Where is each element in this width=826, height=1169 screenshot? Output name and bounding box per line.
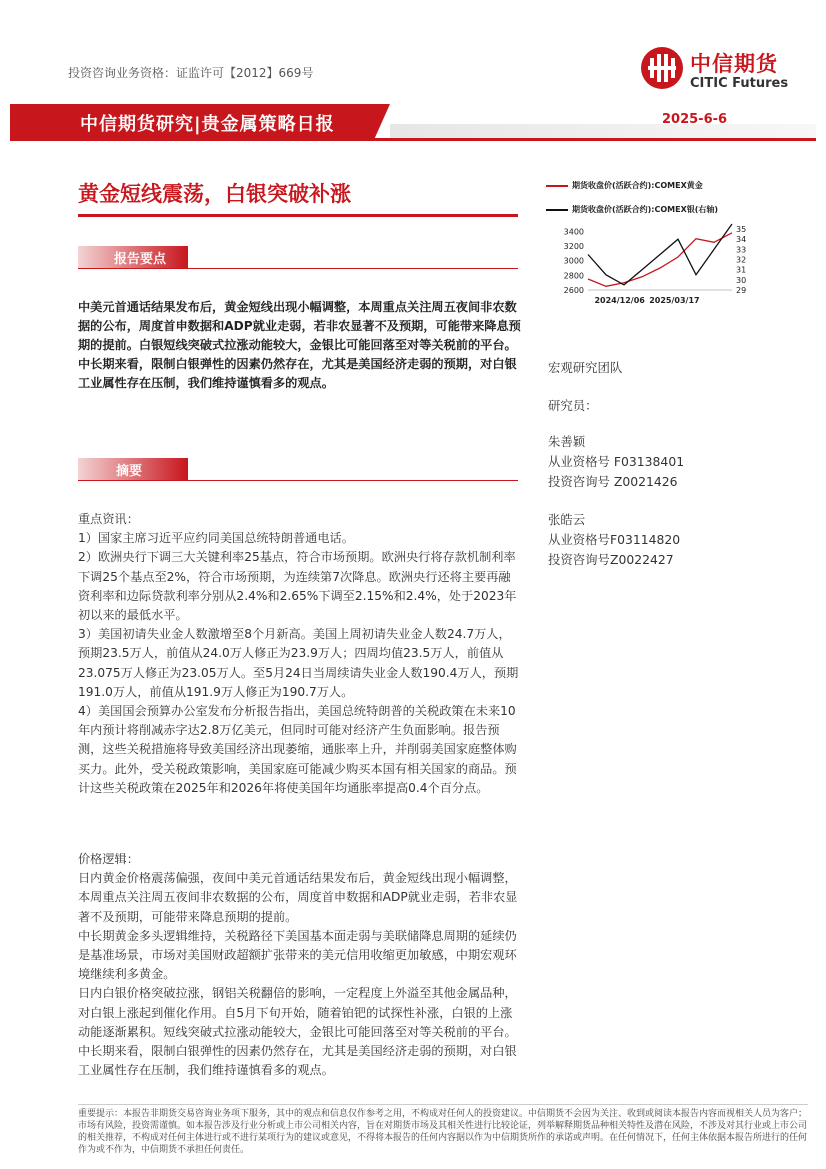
legend-silver-swatch <box>546 209 568 211</box>
keypoints-section-tag <box>78 246 518 270</box>
team-name: 宏观研究团队 <box>548 360 623 375</box>
legend-gold-swatch <box>546 185 568 187</box>
keypoints-text: 中美元首通话结果发布后，黄金短线出现小幅调整，本周重点关注周五夜间非农数据的公布，周度首申数据和ADP就业走弱，若非农显著不及预期，可能带来降息预期的提前。白银短线突破式拉涨动能较大，金银比可能回落至对等关税前的平台。中长期来看，限制白银弹性的因素仍然存在，尤其是美国经济走弱的预期，对白银工业属性存在压制，我们维持谨慎看多的观点。 <box>78 300 521 390</box>
logic-paragraph: 日内黄金价格震荡偏强，夜间中美元首通话结果发布后，黄金短线出现小幅调整，本周重点关注周五夜间非农数据的公布，周度首申数据和ADP就业走弱，若非农显著不及预期，可能带来降息预期的提前。 <box>78 871 518 924</box>
news-item: 3）美国初请失业金人数激增至8个月新高。美国上周初请失业金人数24.7万人，预期23.5万人，前值从24.0万人修正为23.9万人；四周均值23.5万人，前值从23.075万人修正为23.05万人。至5月24日当周续请失业金人数190.4万人，预期191.0万人，前值从191.9万人修正为190.7万人。 <box>78 627 519 699</box>
citic-logo-icon <box>640 46 684 90</box>
logic-paragraph: 中长期黄金多头逻辑维持，关税路径下美国基本面走弱与美联储降息周期的延续仍是基准场景，市场对美国财政超额扩张带来的美元信用收缩更加敏感，中期宏观环境继续利多黄金。 <box>78 928 517 982</box>
researcher-cert: 从业资格号F03114820 <box>548 532 681 547</box>
summary-section-tag <box>78 458 518 482</box>
y-right-tick-label: 32 <box>736 255 747 265</box>
x-tick-label: 2025/03/17 <box>649 296 700 305</box>
y-left-tick-label: 3400 <box>563 227 584 237</box>
news-item: 2）欧洲央行下调三大关键利率25基点，符合市场预期。欧洲央行将存款机制利率下调25个基点至2%，符合市场预期，为连续第7次降息。欧洲央行还将主要再融资利率和边际贷款利率分别从2.4%和2.65%下调至2.15%和2.4%，处于2023年初以来的最低水平。 <box>78 550 517 623</box>
gold-silver-chart <box>546 180 808 312</box>
y-left-tick-label: 3000 <box>563 256 584 266</box>
footer-divider <box>78 1104 808 1105</box>
logic-paragraph: 日内白银价格突破拉涨，钢铝关税翻倍的影响，一定程度上外溢至其他金属品种，对白银上涨起到催化作用。自5月下旬开始，随着铂钯的试探性补涨，白银的上涨动能逐渐累积。短线突破式拉涨动能较大，金银比可能回落至对等关税前的平台。中长期来看，限制白银弹性的因素仍然存在，尤其是美国经济走弱的预期，对白银工业属性存在压制，我们维持谨慎看多的观点。 <box>78 986 517 1078</box>
y-right-tick-label: 33 <box>736 245 747 255</box>
legend-gold-label: 期货收盘价(活跃合约):COMEX黄金 <box>572 181 703 190</box>
page-title: 黄金短线震荡，白银突破补涨 <box>78 182 351 206</box>
news-item: 1）国家主席习近平应约同美国总统特朗普通电话。 <box>78 531 354 546</box>
y-right-tick-label: 34 <box>736 235 747 245</box>
news-block <box>78 510 522 798</box>
chart-plot <box>546 220 808 312</box>
y-left-tick-label: 3200 <box>563 242 584 251</box>
y-right-tick-label: 31 <box>736 265 747 275</box>
banner-title: 中信期货研究|贵金属策略日报 <box>80 114 335 135</box>
news-item: 4）美国国会预算办公室发布分析报告指出，美国总统特朗普的关税政策在未来10年内预计将削减赤字达2.8万亿美元，但同时可能对经济产生负面影响。报告预测，这些关税措施将导致美国经济出现萎缩，通胀率上升，并削弱美国家庭整体购买力。此外，受关税政策影响，美国家庭可能减少购买本国有相关国家的商品。预计这些关税政策在2025年和2026年将使美国年均通胀率提高0.4个百分点。 <box>78 704 517 795</box>
logo-cn-text: 中信期货 <box>690 52 778 76</box>
researcher-cert: 从业资格号 F03138401 <box>548 454 685 469</box>
y-left-tick-label: 2600 <box>563 286 584 295</box>
x-tick-label: 2024/12/06 <box>594 296 645 305</box>
report-date: 2025-6-6 <box>662 112 728 127</box>
disclaimer-text: 重要提示：本报告非期货交易咨询业务项下服务，其中的观点和信息仅作参考之用，不构成对任何人的投资建议。中信期货不会因为关注、收到或阅读本报告内容而视相关人员为客户；市场有风险，投资需谨慎。如本报告涉及行业分析或上市公司相关内容，旨在对期货市场及其相关性进行比较论证，列举解释期货品种相关特性及潜在风险，不涉及对其行业或上市公司的相关推荐，不构成对任何主体进行或不进行某项行为的建议或意见，不得将本报告的任何内容据以作为中信期货所作的承诺或声明。在任何情况下，任何主体依据本报告所进行的任何作为或不作为，中信期货不承担任何责任。 <box>78 1109 808 1155</box>
researcher-invest: 投资咨询号Z0022427 <box>548 552 674 567</box>
researcher-card <box>548 510 680 570</box>
gold-series-line <box>588 233 732 286</box>
news-title: 重点资讯： <box>78 512 139 526</box>
summary-label: 摘要 <box>116 464 143 479</box>
logo-en-text: CITIC Futures <box>690 76 789 91</box>
keypoints-label: 报告要点 <box>114 252 167 267</box>
researcher-name: 朱善颖 <box>548 434 586 449</box>
citic-logo <box>640 44 805 96</box>
legend-silver <box>546 204 718 215</box>
researcher-name: 张皓云 <box>548 512 586 527</box>
report-banner <box>10 104 816 142</box>
y-right-tick-label: 35 <box>736 225 747 235</box>
legend-silver-label: 期货收盘价(活跃合约):COMEX银(右轴) <box>572 205 719 214</box>
y-right-tick-label: 30 <box>736 275 747 285</box>
researcher-card <box>548 432 684 492</box>
y-left-tick-label: 2800 <box>563 271 584 281</box>
researchers-label: 研究员： <box>548 398 598 413</box>
researcher-invest: 投资咨询号 Z0021426 <box>548 474 678 489</box>
logic-title: 价格逻辑： <box>78 852 139 866</box>
logic-block <box>78 850 522 1080</box>
legend-gold <box>546 180 703 191</box>
y-right-tick-label: 29 <box>736 286 747 295</box>
title-divider <box>78 214 518 217</box>
silver-series-line <box>588 224 732 285</box>
license-text: 投资咨询业务资格：证监许可【2012】669号 <box>68 66 314 80</box>
